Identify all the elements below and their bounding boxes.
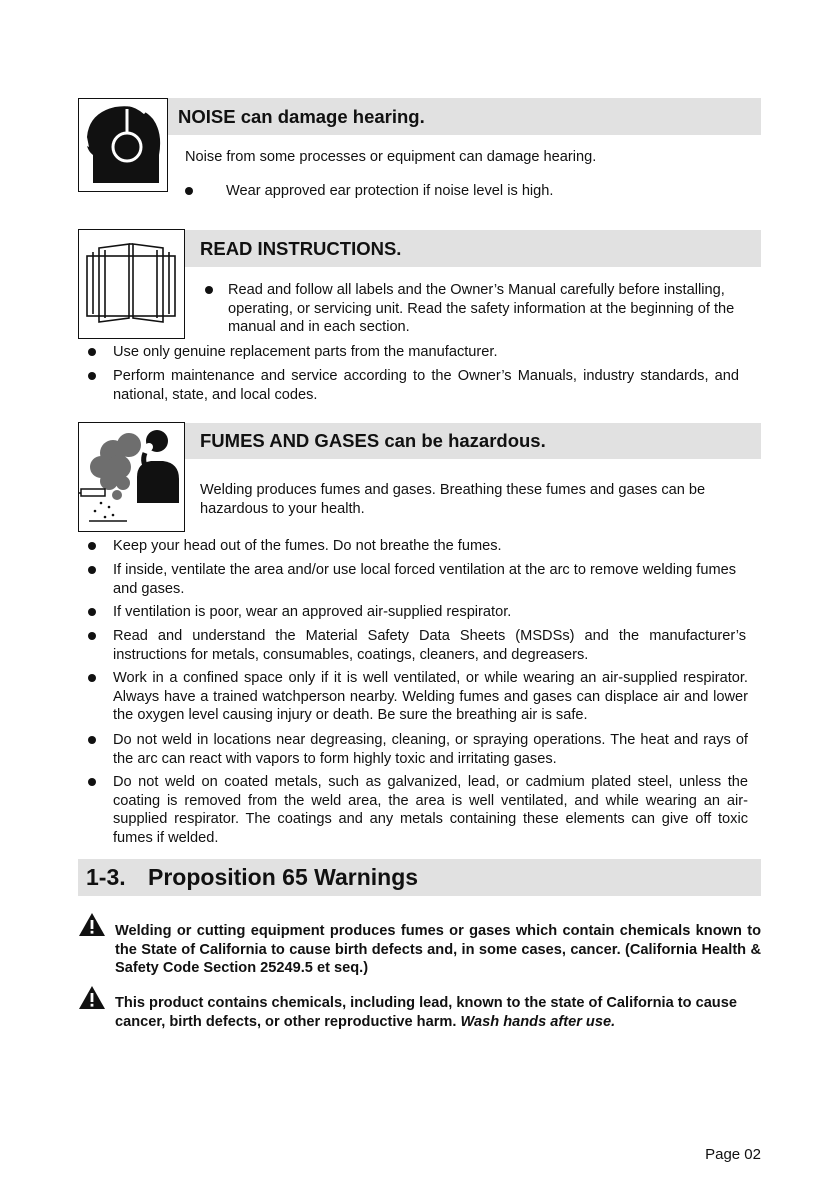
section-heading bbox=[78, 859, 761, 896]
list-item bbox=[88, 343, 761, 363]
list-item bbox=[88, 367, 761, 407]
list-item bbox=[88, 731, 761, 771]
bullet-text: If inside, ventilate the area and/or use local forced ventilation at the arc to remove welding fumes and gases. bbox=[113, 562, 737, 597]
noise-title: NOISE can damage hearing. bbox=[168, 98, 761, 135]
bullet-text: Read and understand the Material Safety Data Sheets (MSDSs) and the manufacturer’s instructions for metals, consumables, coatings, cleaners, and degreasers. bbox=[113, 628, 746, 663]
bullet-text: Do not weld on coated metals, such as galvanized, lead, or cadmium plated steel, unless the coating is removed from the weld area, the area is well ventilated, and while wearing an air-supplied respirator. The coatings and any metals containing these elements can give off toxic fumes if welded. bbox=[113, 774, 748, 846]
noise-hazard-icon bbox=[78, 98, 168, 192]
bullet-dot bbox=[205, 286, 213, 294]
bullet-text: Read and follow all labels and the Owner’s Manual carefully before installing, operating, or servicing unit. Read the safety information at the beginning of the manual and in each section. bbox=[228, 282, 735, 336]
bullet-dot bbox=[88, 608, 96, 616]
bullet-text: Perform maintenance and service according to the Owner’s Manuals, industry standards, and national, state, and local codes. bbox=[113, 368, 739, 403]
bullet-dot bbox=[88, 736, 96, 744]
list-item bbox=[205, 281, 761, 339]
list-item bbox=[88, 537, 761, 557]
page-number: Page 02 bbox=[705, 1146, 761, 1163]
list-item bbox=[88, 627, 761, 667]
bullet-text: Do not weld in locations near degreasing, cleaning, or spraying operations. The heat and rays of the arc can react with vapors to form highly toxic and irritating gases. bbox=[113, 732, 748, 767]
list-item bbox=[185, 182, 760, 202]
prop65-warning-2 bbox=[115, 994, 763, 1031]
bullet-dot bbox=[88, 348, 96, 356]
fumes-intro: Welding produces fumes and gases. Breathing these fumes and gases can be hazardous to your health. bbox=[200, 482, 706, 517]
manual-book-icon bbox=[78, 229, 185, 339]
warning-triangle-icon bbox=[78, 912, 106, 942]
noise-intro: Noise from some processes or equipment can damage hearing. bbox=[185, 149, 597, 165]
read-title: READ INSTRUCTIONS. bbox=[185, 230, 761, 267]
prop65-warning-1: Welding or cutting equipment produces fumes or gases which contain chemicals known to the State of California to cause birth defects and, in some cases, cancer. (California Health & Safety Code Section 25249.5 et seq.) bbox=[115, 923, 761, 977]
bullet-text: Work in a confined space only if it is well ventilated, or while wearing an air-supplied respirator. Always have a trained watchperson nearby. Welding fumes and gases can displace air and lower the oxygen level causing injury or death. Be sure the breathing air is safe. bbox=[113, 670, 748, 724]
fumes-title: FUMES AND GASES can be hazardous. bbox=[185, 423, 761, 459]
bullet-dot bbox=[88, 372, 96, 380]
bullet-dot bbox=[88, 566, 96, 574]
bullet-text: If ventilation is poor, wear an approved air-supplied respirator. bbox=[113, 604, 512, 620]
wash-hands-emphasis: Wash hands after use. bbox=[460, 1013, 616, 1030]
section-number: 1-3. bbox=[86, 864, 126, 890]
list-item bbox=[88, 669, 761, 727]
bullet-dot bbox=[88, 632, 96, 640]
section-title: Proposition 65 Warnings bbox=[148, 864, 419, 890]
bullet-dot bbox=[185, 187, 193, 195]
list-item bbox=[88, 603, 761, 623]
bullet-dot bbox=[88, 674, 96, 682]
bullet-text: Wear approved ear protection if noise level is high. bbox=[226, 183, 554, 199]
bullet-dot bbox=[88, 778, 96, 786]
bullet-text: Use only genuine replacement parts from the manufacturer. bbox=[113, 344, 498, 360]
list-item bbox=[88, 561, 761, 601]
warning-triangle-icon bbox=[78, 985, 106, 1015]
bullet-text: Keep your head out of the fumes. Do not breathe the fumes. bbox=[113, 538, 502, 554]
list-item bbox=[88, 773, 761, 849]
prop65-warning-2-text: This product contains chemicals, including lead, known to the state of California to cause cancer, birth defects, or other reproductive harm. bbox=[115, 995, 737, 1030]
fumes-hazard-icon bbox=[78, 422, 185, 532]
bullet-dot bbox=[88, 542, 96, 550]
